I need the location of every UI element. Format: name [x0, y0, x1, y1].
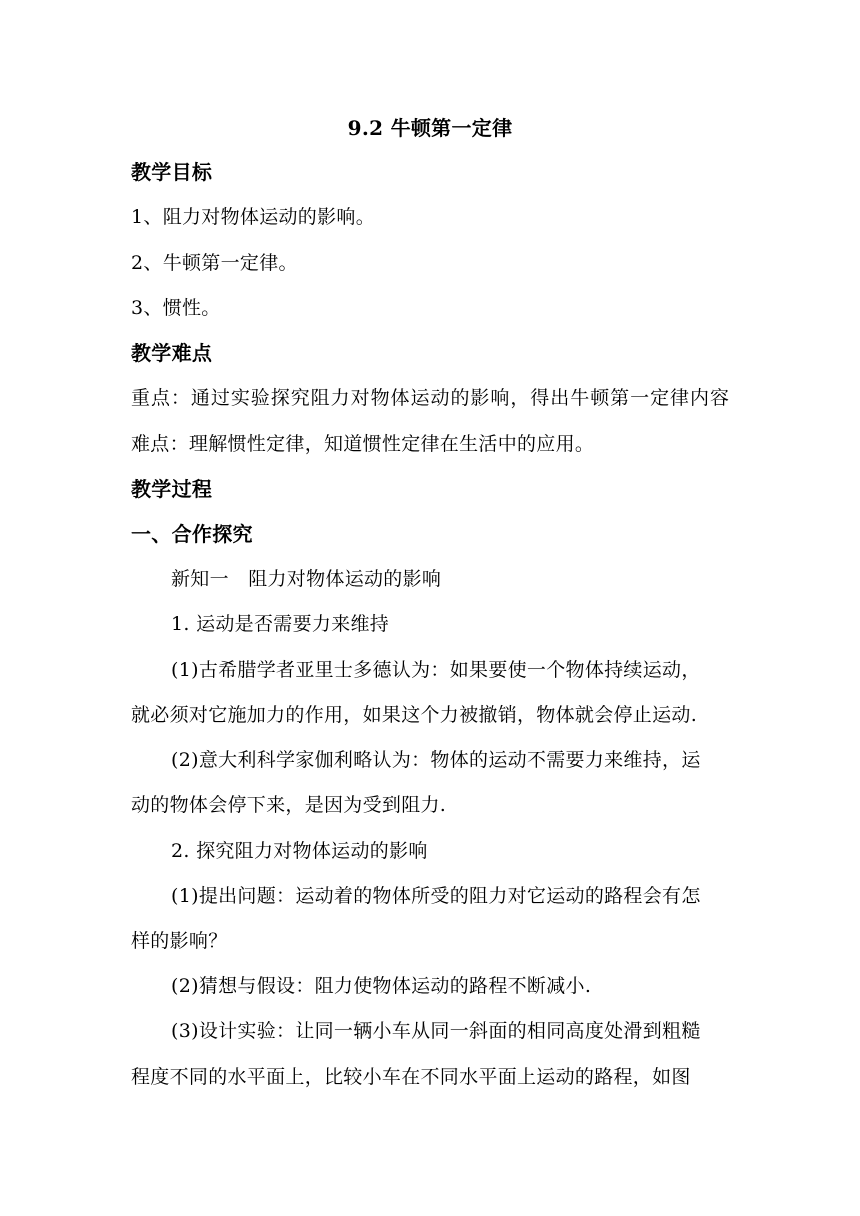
paragraph-1-line-2: 就必须对它施加力的作用，如果这个力被撤销，物体就会停止运动.: [131, 704, 698, 726]
new-knowledge-label: 新知一 阻力对物体运动的影响: [171, 568, 442, 590]
point-1-title: 1. 运动是否需要力来维持: [171, 613, 390, 635]
experiment-line-1: (3)设计实验：让同一辆小车从同一斜面的相同高度处滑到粗糙: [171, 1020, 701, 1042]
part1-heading: 一、合作探究: [131, 522, 253, 546]
difficulties-heading: 教学难点: [131, 341, 213, 365]
objectives-heading: 教学目标: [131, 160, 213, 184]
hard-point-text: 难点：理解惯性定律，知道惯性定律在生活中的应用。: [131, 433, 595, 455]
hypothesis-text: (2)猜想与假设：阻力使物体运动的路程不断减小.: [171, 975, 592, 997]
point-2-title: 2. 探究阻力对物体运动的影响: [171, 840, 428, 862]
question-line-2: 样的影响？: [131, 930, 228, 952]
page-title: 9.2 牛顿第一定律: [347, 116, 513, 140]
paragraph-1-line-1: (1)古希腊学者亚里士多德认为：如果要使一个物体持续运动，: [171, 659, 701, 681]
objective-item-1: 1、阻力对物体运动的影响。: [131, 206, 375, 228]
key-point-text: 重点：通过实验探究阻力对物体运动的影响，得出牛顿第一定律内容: [131, 387, 729, 409]
objective-item-2: 2、牛顿第一定律。: [131, 252, 298, 274]
process-heading: 教学过程: [131, 477, 213, 501]
paragraph-2-line-2: 动的物体会停下来，是因为受到阻力.: [131, 794, 447, 816]
paragraph-2-line-1: (2)意大利科学家伽利略认为：物体的运动不需要力来维持，运: [171, 749, 701, 771]
objective-item-3: 3、惯性。: [131, 297, 221, 319]
question-line-1: (1)提出问题：运动着的物体所受的阻力对它运动的路程会有怎: [171, 885, 701, 907]
experiment-line-2: 程度不同的水平面上，比较小车在不同水平面上运动的路程，如图: [131, 1066, 691, 1088]
